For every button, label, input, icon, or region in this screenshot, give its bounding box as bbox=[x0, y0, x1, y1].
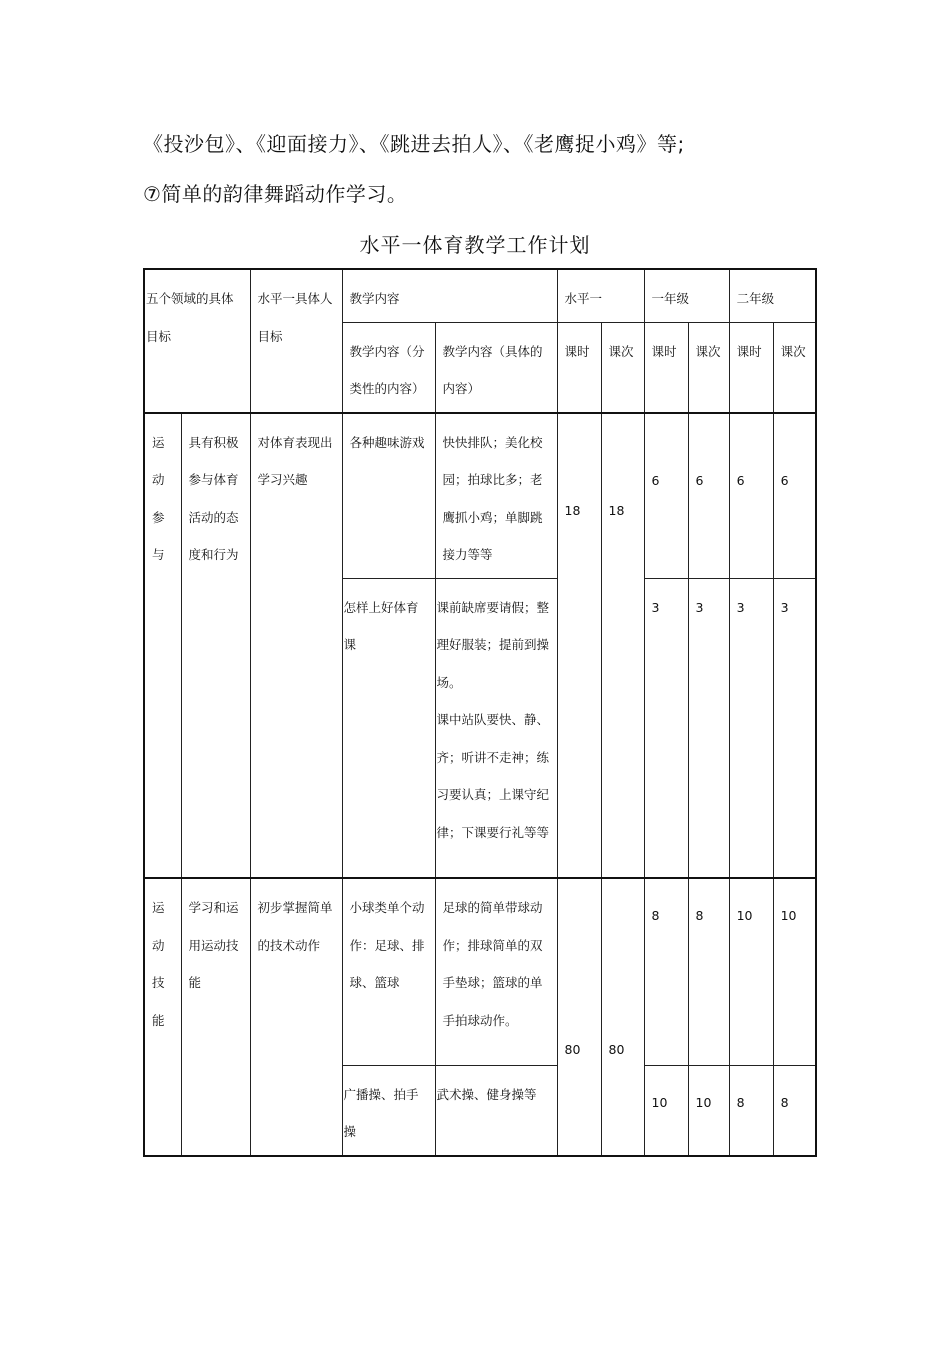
header-content-category: 教学内容（分类性的内容） bbox=[342, 322, 435, 413]
table-row bbox=[144, 413, 816, 579]
level-goal-cell: 对体育表现出学习兴趣 bbox=[250, 413, 342, 879]
g2-times-cell: 8 bbox=[773, 1065, 816, 1156]
content-category-cell: 广播操、拍手操 bbox=[342, 1065, 435, 1156]
level-times-cell: 18 bbox=[601, 413, 644, 879]
header-grade1: 一年级 bbox=[644, 269, 729, 322]
document-title: 水平一体育教学工作计划 bbox=[359, 233, 591, 257]
header-g1-times: 课次 bbox=[688, 322, 729, 413]
level-hours-cell: 80 bbox=[557, 878, 601, 1156]
paragraph-games: 《投沙包》、《迎面接力》、《跳进去拍人》、《老鹰捉小鸡》等; bbox=[143, 132, 685, 156]
header-row-1 bbox=[144, 269, 816, 322]
header-level: 水平一 bbox=[557, 269, 644, 322]
g2-times-cell: 10 bbox=[773, 878, 816, 1065]
content-category-cell: 各种趣味游戏 bbox=[342, 413, 435, 579]
g2-hours-cell: 10 bbox=[729, 878, 773, 1065]
g1-hours-cell: 8 bbox=[644, 878, 688, 1065]
header-g2-hours: 课时 bbox=[729, 322, 773, 413]
content-detail-cell: 足球的简单带球动作；排球简单的双手垫球；篮球的单手拍球动作。 bbox=[435, 878, 557, 1065]
domain-goal-cell: 学习和运用运动技能 bbox=[181, 878, 250, 1156]
g1-hours-cell: 3 bbox=[644, 578, 688, 878]
content-category-cell: 怎样上好体育课 bbox=[342, 578, 435, 878]
plan-table bbox=[143, 268, 817, 1157]
domain-cell: 运动技能 bbox=[144, 878, 181, 1156]
domain-goal-cell: 具有积极参与体育活动的态度和行为 bbox=[181, 413, 250, 879]
header-content-detail: 教学内容（具体的内容） bbox=[435, 322, 557, 413]
header-goals: 五个领域的具体目标 bbox=[144, 269, 250, 413]
header-content: 教学内容 bbox=[342, 269, 557, 322]
g1-times-cell: 3 bbox=[688, 578, 729, 878]
content-detail-cell: 武术操、健身操等 bbox=[435, 1065, 557, 1156]
g1-times-cell: 8 bbox=[688, 878, 729, 1065]
content-category-cell: 小球类单个动作：足球、排球、篮球 bbox=[342, 878, 435, 1065]
g1-times-cell: 6 bbox=[688, 413, 729, 579]
level-goal-cell: 初步掌握简单的技术动作 bbox=[250, 878, 342, 1156]
level-times-cell: 80 bbox=[601, 878, 644, 1156]
header-grade2: 二年级 bbox=[729, 269, 816, 322]
g2-times-cell: 6 bbox=[773, 413, 816, 579]
header-level-goals: 水平一具体人目标 bbox=[250, 269, 342, 413]
table-row bbox=[144, 878, 816, 1065]
g2-hours-cell: 3 bbox=[729, 578, 773, 878]
header-level-times: 课次 bbox=[601, 322, 644, 413]
header-g2-times: 课次 bbox=[773, 322, 816, 413]
content-detail-cell: 课前缺席要请假；整理好服装；提前到操场。 课中站队要快、静、齐；听讲不走神；练习要认真；上课守纪律；下课要行礼等等 bbox=[435, 578, 557, 878]
paragraph-dance: ⑦简单的韵律舞蹈动作学习。 bbox=[143, 182, 408, 206]
header-g1-hours: 课时 bbox=[644, 322, 688, 413]
domain-cell: 运动参与 bbox=[144, 413, 181, 879]
g1-hours-cell: 10 bbox=[644, 1065, 688, 1156]
header-level-hours: 课时 bbox=[557, 322, 601, 413]
content-detail-cell: 快快排队；美化校园；拍球比多；老鹰抓小鸡；单脚跳接力等等 bbox=[435, 413, 557, 579]
g2-times-cell: 3 bbox=[773, 578, 816, 878]
g1-times-cell: 10 bbox=[688, 1065, 729, 1156]
g2-hours-cell: 6 bbox=[729, 413, 773, 579]
level-hours-cell: 18 bbox=[557, 413, 601, 879]
g1-hours-cell: 6 bbox=[644, 413, 688, 579]
g2-hours-cell: 8 bbox=[729, 1065, 773, 1156]
